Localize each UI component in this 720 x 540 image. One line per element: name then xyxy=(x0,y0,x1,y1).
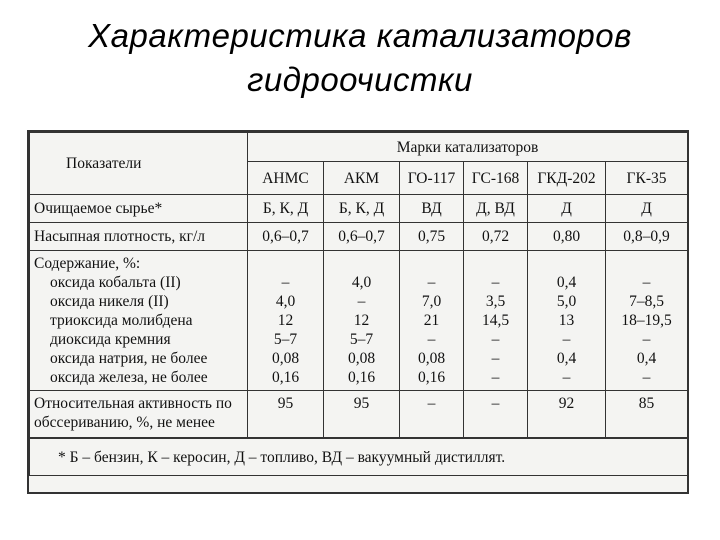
table-cell: 0,16 xyxy=(271,369,300,386)
table-cell: 12 xyxy=(277,312,294,329)
brand-header: АКМ xyxy=(324,162,400,195)
table-cell: Д xyxy=(528,195,606,223)
table-cell: 0,6–0,7 xyxy=(248,223,324,251)
content-column xyxy=(324,251,400,391)
content-column xyxy=(528,251,606,391)
table-cell: – xyxy=(642,331,651,348)
content-column xyxy=(248,251,324,391)
table-cell: 0,80 xyxy=(528,223,606,251)
table-cell: 13 xyxy=(558,312,575,329)
table-cell: 5–7 xyxy=(349,331,374,348)
content-column xyxy=(464,251,528,391)
table-cell: Д, ВД xyxy=(464,195,528,223)
table-cell: 0,08 xyxy=(347,350,376,367)
row-label: Относительная активность по xyxy=(34,395,232,412)
table-cell: 85 xyxy=(606,391,688,439)
sub-label: диоксида кремния xyxy=(50,331,171,348)
content-column xyxy=(606,251,688,391)
title-line-2: гидроочистки xyxy=(247,61,473,98)
table-cell: – xyxy=(464,391,528,439)
table-cell: 0,16 xyxy=(347,369,376,386)
table-cell: 4,0 xyxy=(351,274,372,291)
header-row-1 xyxy=(30,133,688,162)
table-row-density xyxy=(30,223,688,251)
table-cell: 0,4 xyxy=(556,350,577,367)
table-cell: 0,08 xyxy=(417,350,446,367)
table-cell: – xyxy=(281,274,290,291)
brand-header: ГС-168 xyxy=(464,162,528,195)
table-row-activity xyxy=(30,391,688,439)
table-cell: – xyxy=(491,350,500,367)
row-label: Насыпная плотность, кг/л xyxy=(30,223,248,251)
table-cell: 95 xyxy=(324,391,400,439)
catalyst-table xyxy=(29,132,688,476)
header-indicators: Показатели xyxy=(30,133,248,195)
table-cell: 12 xyxy=(353,312,370,329)
table-row-feed xyxy=(30,195,688,223)
table-cell: – xyxy=(491,274,500,291)
content-column xyxy=(400,251,464,391)
table-cell: – xyxy=(400,391,464,439)
table-cell: – xyxy=(642,369,651,386)
table-cell: 3,5 xyxy=(485,293,506,310)
table-cell: 14,5 xyxy=(481,312,510,329)
table-cell: ВД xyxy=(400,195,464,223)
table-row-content xyxy=(30,251,688,391)
table-cell: 0,16 xyxy=(417,369,446,386)
table-cell: 7,0 xyxy=(421,293,442,310)
table-cell: 95 xyxy=(248,391,324,439)
brand-header: ГО-117 xyxy=(400,162,464,195)
table-cell: 0,72 xyxy=(464,223,528,251)
table-footnote-row xyxy=(30,438,688,476)
table-cell: Д xyxy=(606,195,688,223)
header-brands: Марки катализаторов xyxy=(248,133,688,162)
table-cell: – xyxy=(357,293,366,310)
table-cell: – xyxy=(642,274,651,291)
table-cell: 0,75 xyxy=(400,223,464,251)
sub-label: оксида кобальта (II) xyxy=(50,274,181,291)
row-label: обссериванию, %, не менее xyxy=(34,414,215,431)
table-cell: 18–19,5 xyxy=(621,312,672,329)
sub-label: оксида железа, не более xyxy=(50,369,208,386)
table-cell: 7–8,5 xyxy=(629,293,664,310)
table-cell: 5–7 xyxy=(273,331,298,348)
table-cell: 92 xyxy=(528,391,606,439)
brand-header: АНМС xyxy=(248,162,324,195)
table-cell: – xyxy=(491,369,500,386)
table-cell: 21 xyxy=(423,312,440,329)
table-cell: 0,4 xyxy=(556,274,577,291)
table-cell: Б, К, Д xyxy=(248,195,324,223)
table-cell: 0,8–0,9 xyxy=(606,223,688,251)
sub-label: оксида натрия, не более xyxy=(50,350,208,367)
footnote: * Б – бензин, К – керосин, Д – топливо, ВД – вакуумный дистиллят. xyxy=(30,438,688,476)
activity-label-cell xyxy=(30,391,248,439)
brand-header: ГК-35 xyxy=(606,162,688,195)
brand-header: ГКД-202 xyxy=(528,162,606,195)
table-cell: – xyxy=(427,331,436,348)
content-labels-cell xyxy=(30,251,248,391)
table-cell: 5,0 xyxy=(556,293,577,310)
sub-label: триоксида молибдена xyxy=(50,312,193,329)
title-line-1: Характеристика катализаторов xyxy=(88,17,632,54)
slide-title xyxy=(0,14,720,102)
table-cell: 4,0 xyxy=(275,293,296,310)
table-cell: – xyxy=(427,274,436,291)
sub-label: оксида никеля (II) xyxy=(50,293,169,310)
table-cell: 0,4 xyxy=(636,350,657,367)
table-cell: 0,6–0,7 xyxy=(324,223,400,251)
row-label: Очищаемое сырье* xyxy=(30,195,248,223)
catalyst-table-frame xyxy=(27,130,689,494)
table-cell: Б, К, Д xyxy=(324,195,400,223)
table-cell: – xyxy=(491,331,500,348)
table-cell: – xyxy=(562,369,571,386)
table-cell: – xyxy=(562,331,571,348)
table-cell: 0,08 xyxy=(271,350,300,367)
row-label: Содержание, %: xyxy=(34,255,141,272)
